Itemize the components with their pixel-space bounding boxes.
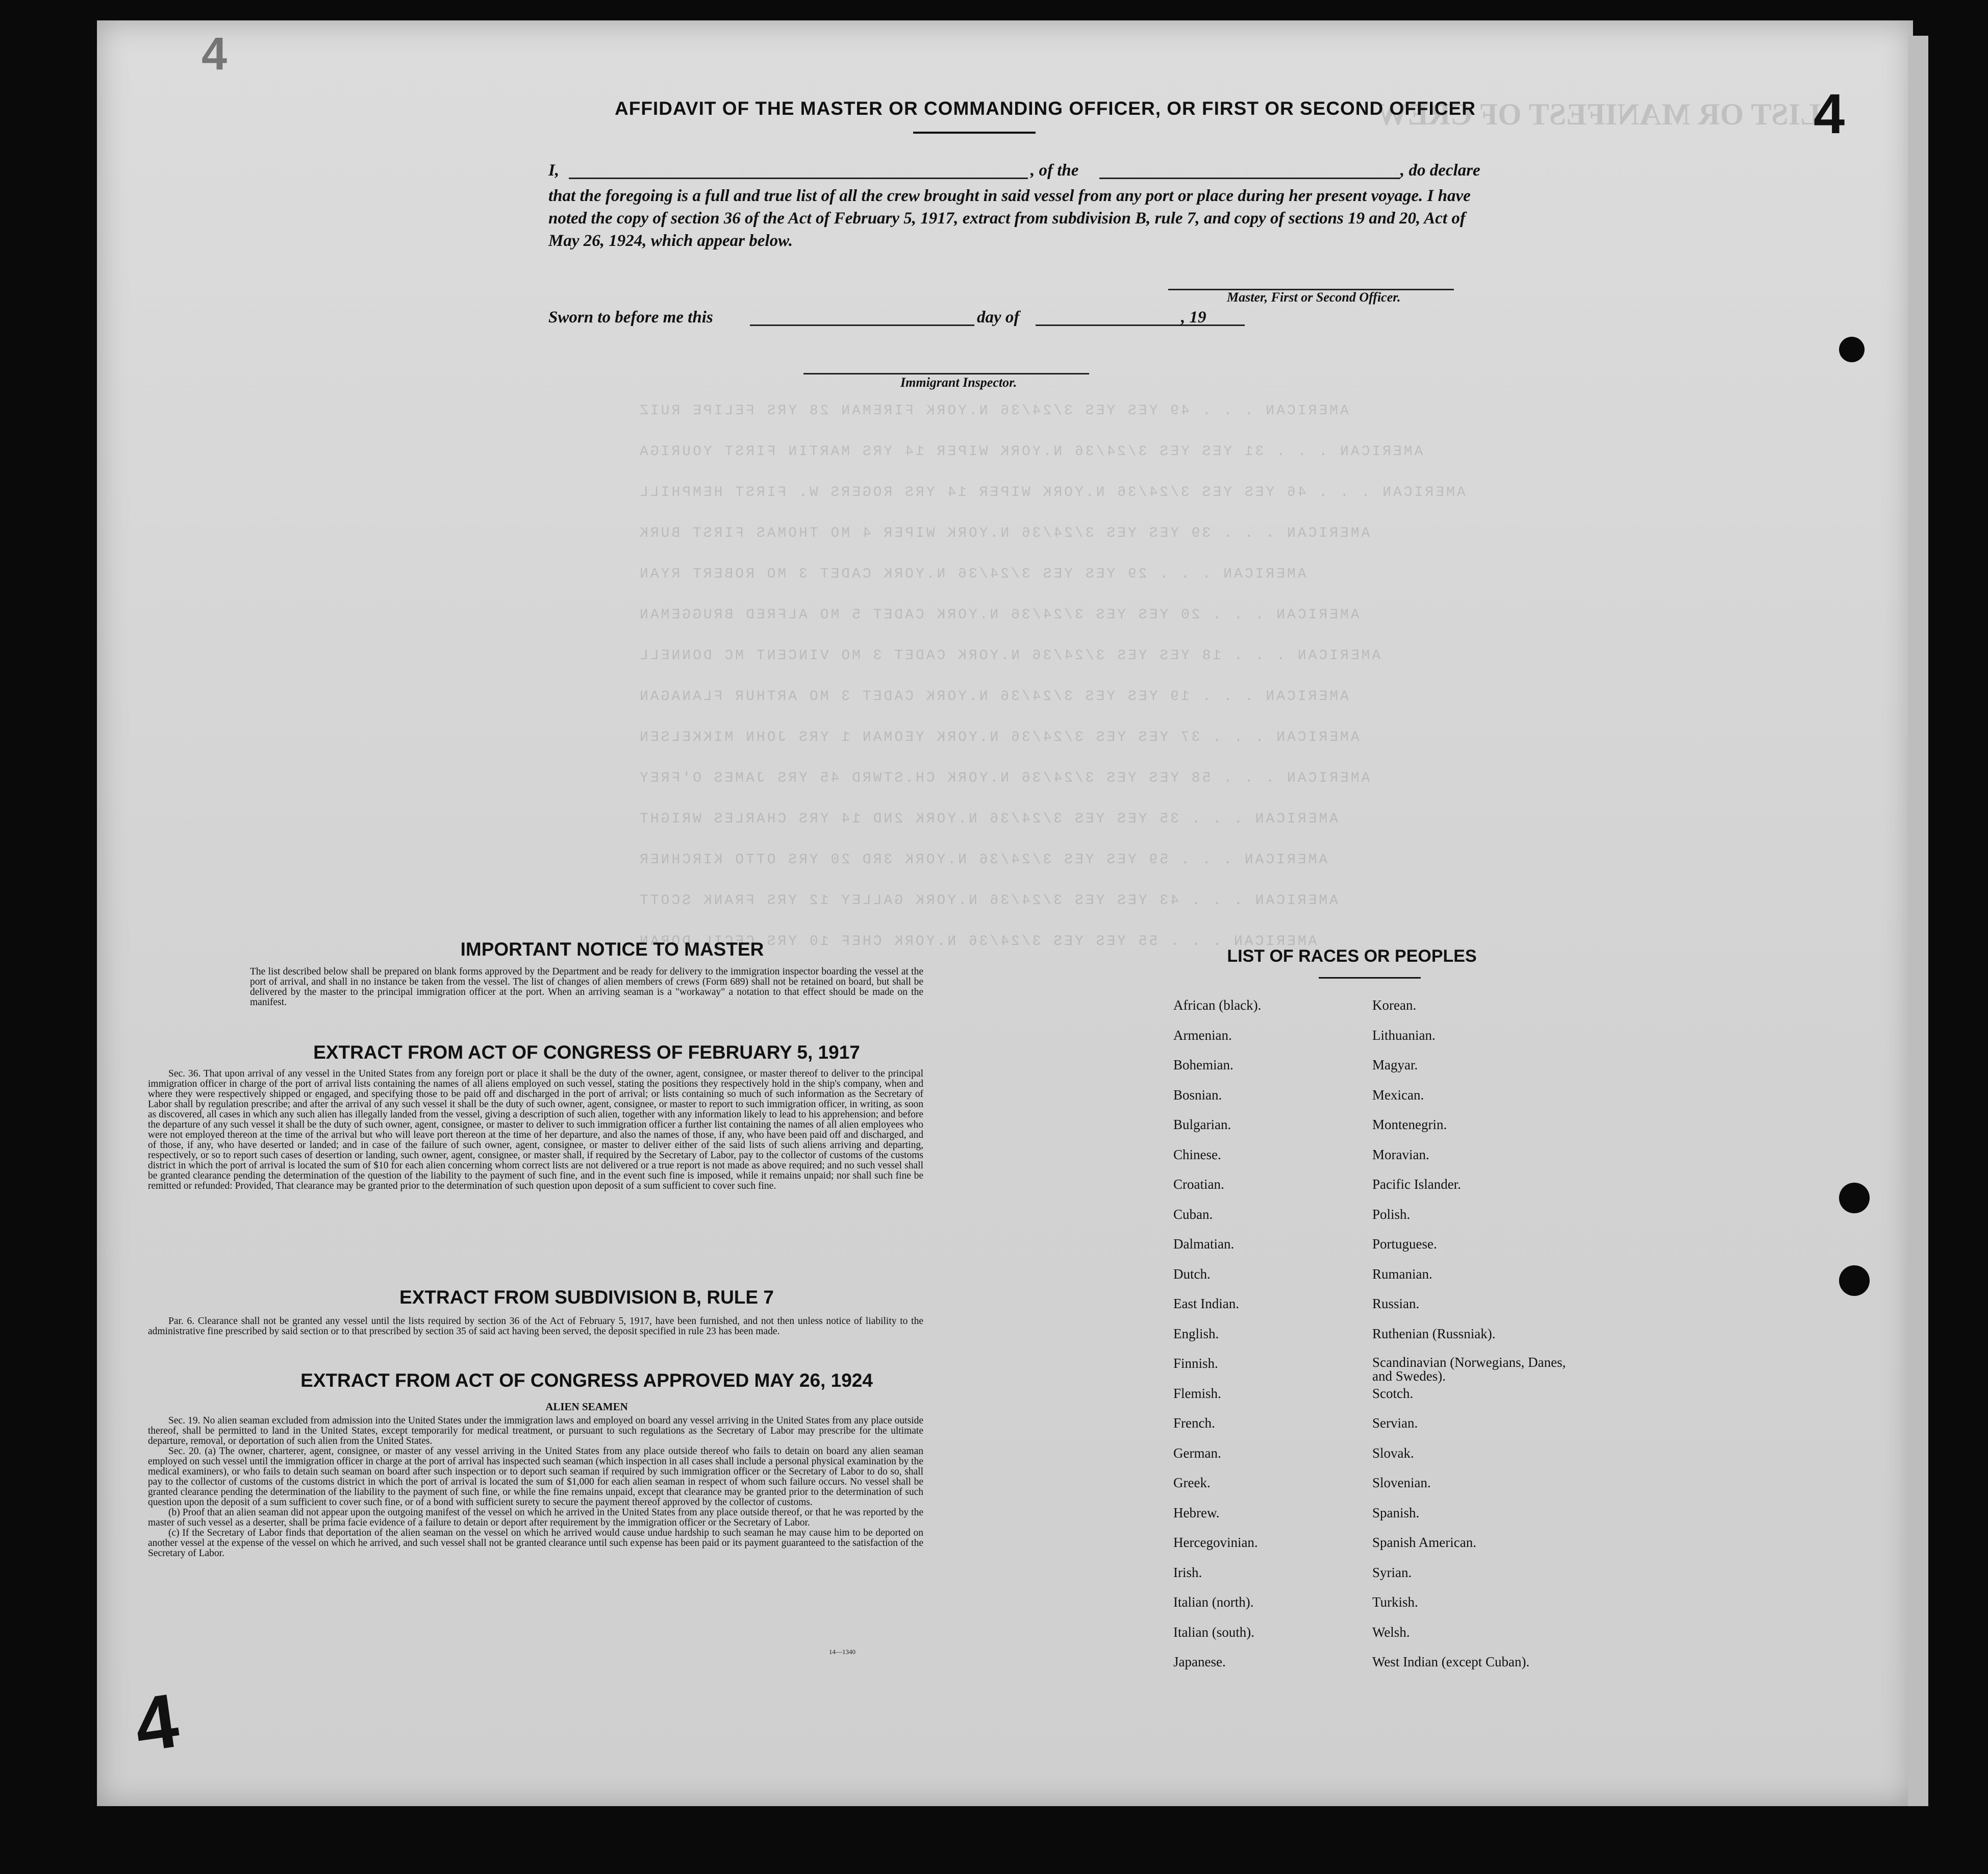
race-item: Dutch. bbox=[1173, 1266, 1211, 1282]
section-20c: (c) If the Secretary of Labor finds that deportation of the alien seaman on the vessel on which he arrived would cause undue hardship to such seaman he may cause him to be deported on another vessel at the expense of the vessel on which he arrived, and such vessel shall not be granted clearance until such expense has been paid or its payment guaranteed to the satisfaction of the Secretary of Labor. bbox=[148, 1528, 923, 1559]
race-item: Montenegrin. bbox=[1372, 1117, 1447, 1132]
race-item: Dalmatian. bbox=[1173, 1236, 1235, 1252]
bleed-through-row: AMERICAN . . . 37 YES YES 3/24/36 N.YORK YEOMAN 1 YRS JOHN MIKKELSEN bbox=[638, 730, 1360, 745]
races-left-column bbox=[1173, 997, 1261, 1684]
bleed-through-row: AMERICAN . . . 19 YES YES 3/24/36 N.YORK CADET 3 MO ARTHUR FLANAGAN bbox=[638, 689, 1349, 705]
race-item: Japanese. bbox=[1173, 1654, 1226, 1669]
vessel-name-field[interactable] bbox=[1099, 159, 1400, 179]
race-item: Hercegovinian. bbox=[1173, 1535, 1258, 1550]
inspector-label: Immigrant Inspector. bbox=[900, 375, 1017, 390]
notice-body: The list described below shall be prepared on blank forms approved by the Department and be ready for delivery to the immigration inspector boarding the vessel at the port of arrival, and shall in no instance be taken from the vessel. The list of changes of alien members of crews (Form 689) shall not be retained on board, but shall be delivered by the master to the principal immigration officer at the port. When an arriving seaman is a "workaway" a notation to that effect should be made on the manifest. bbox=[250, 966, 923, 1008]
race-item: Italian (north). bbox=[1173, 1594, 1254, 1610]
race-item: West Indian (except Cuban). bbox=[1372, 1654, 1530, 1669]
signature-field[interactable] bbox=[1168, 270, 1454, 290]
race-item: Portuguese. bbox=[1372, 1236, 1437, 1252]
race-item: Slovenian. bbox=[1372, 1475, 1431, 1490]
sworn-line bbox=[548, 306, 1263, 329]
binder-hole bbox=[10, 906, 28, 941]
race-item: Bosnian. bbox=[1173, 1087, 1222, 1103]
section-20a: Sec. 20. (a) The owner, charterer, agent, consignee, or master of any vessel arriving in the United States from any place outside thereof who fails to detain on board any alien seaman employed on such vessel until the immigration officer in charge at the port of arrival has inspected such seaman (which inspection in all cases shall include a personal physical examination by the medical examiners), or who fails to detain such seaman on board after such inspection or to deport such seaman if required by such immigration officer or the Secretary of Labor to do so, shall pay to the collector of customs of the customs district in which the port of arrival is located the sum of $1,000 for each alien seaman in respect of whom such failure occurs. No vessel shall be granted clearance pending the determination of the liability to the payment of such fine, or while the fine remains unpaid, except that clearance may be granted prior to the determination of such question upon the deposit of a sum sufficient to cover such fine, or of a bond with sufficient surety to secure the payment thereof approved by the collector of customs. bbox=[148, 1446, 923, 1508]
race-item: Pacific Islander. bbox=[1372, 1177, 1461, 1192]
section-19: Sec. 19. No alien seaman excluded from admission into the United States under the immigration laws and employed on board any vessel arriving in the United States from any place outside thereof, shall be permitted to land in the United States, except temporarily for medical treatment, or pursuant to such regulations as the Secretary of Labor may prescribe for the ultimate departure, removal, or deportation of such alien from the United States. bbox=[148, 1415, 923, 1446]
race-item: Greek. bbox=[1173, 1475, 1211, 1490]
bleed-through-heading: LIST OR MANIFEST OF CREW bbox=[1377, 97, 1821, 131]
page-number-bottom-left: 4 bbox=[129, 1677, 184, 1768]
bleed-through-row: AMERICAN . . . 46 YES YES 3/24/36 N.YORK WIPER 14 YRS ROGERS W. FIRST HEMPHILL bbox=[638, 485, 1466, 501]
extract-1924-sections bbox=[148, 1416, 923, 1559]
race-item: Hebrew. bbox=[1173, 1505, 1220, 1520]
page-number-top-left: 4 bbox=[202, 29, 228, 80]
race-item: Welsh. bbox=[1372, 1624, 1410, 1640]
affidavit-title: AFFIDAVIT OF THE MASTER OR COMMANDING OFFICER, OR FIRST OR SECOND OFFICER bbox=[615, 98, 1476, 119]
race-item: Magyar. bbox=[1372, 1057, 1418, 1072]
sworn-year-field[interactable] bbox=[1217, 306, 1245, 326]
extract-1924-subtitle: ALIEN SEAMEN bbox=[545, 1401, 628, 1413]
races-right-column bbox=[1372, 997, 1566, 1684]
day-of-label: day of bbox=[977, 308, 1020, 327]
bleed-through-row: AMERICAN . . . 20 YES YES 3/24/36 N.YORK CADET 5 MO ALFRED BRUGGEMAN bbox=[638, 607, 1360, 623]
race-item: Bohemian. bbox=[1173, 1057, 1234, 1072]
race-item: French. bbox=[1173, 1415, 1215, 1431]
affidavit-do-declare-label: , do declare bbox=[1400, 161, 1480, 180]
bleed-through-row: AMERICAN . . . 43 YES YES 3/24/36 N.YORK GALLEY 12 YRS FRANK SCOTT bbox=[638, 893, 1338, 909]
race-item: Armenian. bbox=[1173, 1027, 1232, 1043]
bleed-through-row: AMERICAN . . . 55 YES YES 3/24/36 N.YORK CHEF 10 YRS CECIL DORAN bbox=[638, 934, 1317, 950]
binder-hole bbox=[10, 551, 28, 587]
race-item: Flemish. bbox=[1173, 1385, 1221, 1401]
race-item: Rumanian. bbox=[1372, 1266, 1432, 1282]
race-item: Turkish. bbox=[1372, 1594, 1418, 1610]
inspector-signature-field[interactable] bbox=[803, 355, 1089, 374]
race-item: Polish. bbox=[1372, 1206, 1411, 1222]
sworn-label: Sworn to before me this bbox=[548, 308, 713, 327]
extract-1917-body: Sec. 36. That upon arrival of any vessel in the United States from any foreign port or place it shall be the duty of the owner, agent, consignee, or master thereof to deliver to the principal immigration officer in charge of the port of arrival lists containing the names of all aliens employed on such vessel, stating the positions they respectively hold in the ship's company, when and where they were respectively shipped or engaged, and specifying those to be paid off and discharged in the port of arrival; or lists containing so much of such information as the Secretary of Labor shall by regulation prescribe; and after the arrival of any such vessel it shall be the duty of such owner, agent, consignee, or master to report to such immigration officer, in writing, as soon as discovered, all cases in which any such alien has illegally landed from the vessel, giving a description of such alien, together with any information likely to lead to his apprehension; and before the departure of any such vessel it shall be the duty of such owner, agent, consignee, or master to deliver to such immigration officer a further list containing the names of all alien employees who were not employed thereon at the time of the arrival but who will leave port thereon at the time of her departure, and also the names of those, if any, who have been paid off and discharged, and of those, if any, who have deserted or landed; and in case of the failure of such owner, agent, consignee, or master to deliver either of the said lists of such aliens arriving and departing, respectively, or so to report such cases of desertion or landing, such owner, agent, consignee, or master shall, if required by the Secretary of Labor, pay to the collector of customs of the customs district in which the port of arrival is located the sum of $10 for each alien concerning whom correct lists are not delivered or a true report is not made as above required; and no such vessel shall be granted clearance pending the determination of the question of the liability to the payment of such fine, and in the event such fine is imposed, while it remains unpaid; nor shall such fine be remitted or refunded: Provided, That clearance may be granted prior to the determination of such question upon deposit of a sum sufficient to cover such fine. bbox=[148, 1068, 923, 1191]
race-item: Ruthenian (Russniak). bbox=[1372, 1326, 1496, 1341]
races-title: LIST OF RACES OR PEOPLES bbox=[1227, 946, 1477, 966]
binder-hole bbox=[10, 628, 28, 663]
race-item: Russian. bbox=[1372, 1296, 1420, 1311]
race-item: African (black). bbox=[1173, 997, 1262, 1013]
sworn-day-field[interactable] bbox=[750, 306, 974, 326]
section-20b: (b) Proof that an alien seaman did not appear upon the outgoing manifest of the vessel on which he arrived in the United States from any place outside thereof, or that he was reported by the master of such vessel as a deserter, shall be prima facie evidence of a failure to detain or deport after requirement by the immigration officer or the Secretary of Labor. bbox=[148, 1507, 923, 1528]
race-item: Korean. bbox=[1372, 997, 1417, 1013]
race-item: Scandinavian (Norwegians, Danes, and Swedes). bbox=[1372, 1355, 1566, 1384]
race-item: Scotch. bbox=[1372, 1385, 1414, 1401]
page-number-top-right: 4 bbox=[1814, 83, 1845, 145]
form-number: 14—1340 bbox=[829, 1648, 855, 1656]
race-item: Italian (south). bbox=[1173, 1624, 1254, 1640]
year-label: , 19 bbox=[1181, 308, 1206, 327]
extract-rule7-body: Par. 6. Clearance shall not be granted any vessel until the lists required by section 36 of the Act of February 5, 1917, have been furnished, and not then unless notice of liability to the administrative fine prescribed by said section or to that prescribed by section 35 of said act having been served, the deposit specified in rule 23 has been made. bbox=[148, 1316, 923, 1337]
affidavit-body: that the foregoing is a full and true list of all the crew brought in said vessel from any port or place during her present voyage. I have noted the copy of section 36 of the Act of February 5, 1917, extract from subdivision B, rule 7, and copy of sections 19 and 20, Act of May 26, 1924, which appear below. bbox=[548, 187, 1471, 250]
race-item: Spanish American. bbox=[1372, 1535, 1476, 1550]
race-item: Chinese. bbox=[1173, 1146, 1221, 1162]
race-item: Croatian. bbox=[1173, 1177, 1224, 1192]
race-item: East Indian. bbox=[1173, 1296, 1239, 1311]
race-item: Cuban. bbox=[1173, 1206, 1213, 1222]
binder-hole bbox=[10, 245, 28, 281]
bleed-through-row: AMERICAN . . . 29 YES YES 3/24/36 N.YORK CADET 3 MO ROBERT RYAN bbox=[638, 566, 1306, 582]
page-edge-strip bbox=[1908, 36, 1928, 1806]
race-item: Bulgarian. bbox=[1173, 1117, 1231, 1132]
bleed-through-row: AMERICAN . . . 31 YES YES 3/24/36 N.YORK WIPER 14 YRS MARTIN FIRST YOURIGA bbox=[638, 444, 1423, 460]
bleed-through-row: AMERICAN . . . 39 YES YES 3/24/36 N.YORK WIPER 4 MO THOMAS FIRST BURK bbox=[638, 526, 1370, 541]
binder-hole bbox=[1839, 337, 1865, 362]
race-item: Irish. bbox=[1173, 1564, 1202, 1580]
notice-title: IMPORTANT NOTICE TO MASTER bbox=[460, 939, 764, 960]
race-item: Syrian. bbox=[1372, 1564, 1412, 1580]
extract-1917-title: EXTRACT FROM ACT OF CONGRESS OF FEBRUARY 5, 1917 bbox=[313, 1042, 860, 1063]
race-item: Mexican. bbox=[1372, 1087, 1424, 1103]
binder-hole bbox=[1839, 1183, 1870, 1213]
bleed-through-row: AMERICAN . . . 18 YES YES 3/24/36 N.YORK CADET 3 MO VINCENT MC DONNELL bbox=[638, 648, 1381, 664]
extract-1924-title: EXTRACT FROM ACT OF CONGRESS APPROVED MAY 26, 1924 bbox=[300, 1370, 873, 1391]
affidavit-of-the-label: , of the bbox=[1030, 161, 1079, 180]
affidavit-i-label: I, bbox=[548, 161, 560, 180]
race-item: Servian. bbox=[1372, 1415, 1418, 1431]
race-item: Finnish. bbox=[1173, 1356, 1218, 1371]
bleed-through-row: AMERICAN . . . 35 YES YES 3/24/36 N.YORK 2ND 14 YRS CHARLES WRIGHT bbox=[638, 811, 1338, 827]
race-item: German. bbox=[1173, 1445, 1221, 1461]
race-item: Spanish. bbox=[1372, 1505, 1420, 1520]
title-underline bbox=[913, 132, 1036, 134]
bleed-through-row: AMERICAN . . . 59 YES YES 3/24/36 N.YORK 3RD 20 YRS OTTO KIRCHNER bbox=[638, 852, 1328, 868]
bleed-through-row: AMERICAN . . . 49 YES YES 3/24/36 N.YORK FIREMAN 28 YRS FELIPE RUIZ bbox=[638, 403, 1349, 419]
race-item: Moravian. bbox=[1372, 1146, 1429, 1162]
race-item: Lithuanian. bbox=[1372, 1027, 1436, 1043]
races-title-underline bbox=[1319, 977, 1421, 979]
race-item: Slovak. bbox=[1372, 1445, 1414, 1461]
binder-hole bbox=[1839, 1265, 1870, 1296]
affidavit-line-1 bbox=[548, 159, 1497, 182]
signature-label: Master, First or Second Officer. bbox=[1227, 290, 1401, 305]
bleed-through-row: AMERICAN . . . 58 YES YES 3/24/36 N.YORK CH.STWRD 45 YRS JAMES O'FREY bbox=[638, 770, 1370, 786]
extract-rule7-title: EXTRACT FROM SUBDIVISION B, RULE 7 bbox=[399, 1287, 774, 1308]
master-name-field[interactable] bbox=[569, 159, 1028, 179]
race-item: English. bbox=[1173, 1326, 1219, 1341]
